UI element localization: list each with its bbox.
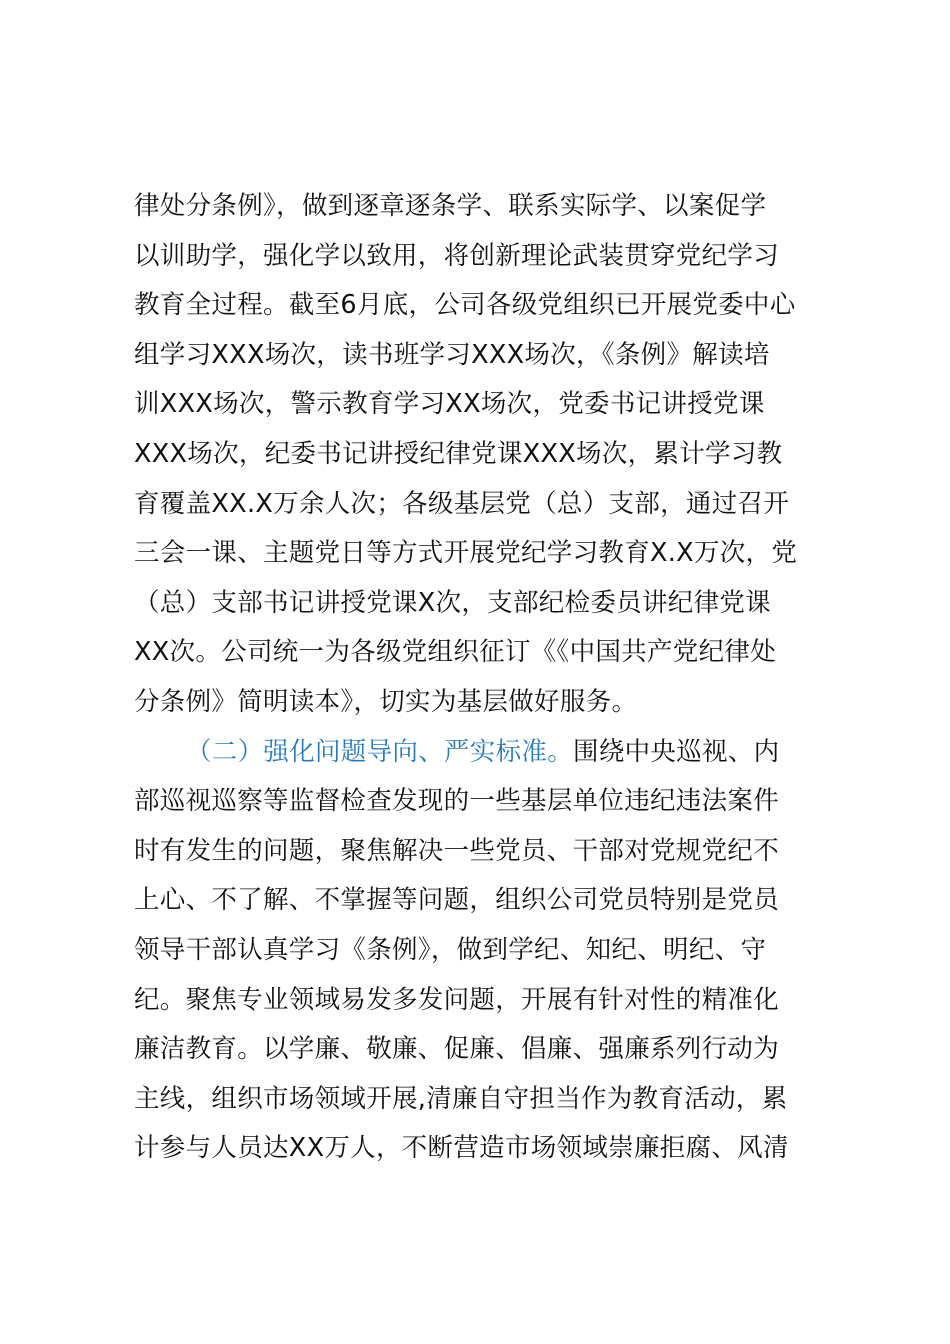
text-line: 分条例》简明读本》，切实为基层做好服务。 xyxy=(134,686,638,717)
text-line: 上心、不了解、不掌握等问题，组织公司党员特别是党员 xyxy=(134,885,780,916)
text-line: 领导干部认真学习《条例》，做到学纪、知纪、明纪、守 xyxy=(134,934,767,965)
section-heading: （二）强化问题导向、严实标准。 xyxy=(186,736,574,767)
text-line: 组学习XXX场次，读书班学习XXX场次，《条例》解读培 xyxy=(134,339,770,370)
heading-line-text: 围绕中央巡视、内 xyxy=(573,736,780,767)
text-line: 纪。聚焦专业领域易发多发问题，开展有针对性的精准化 xyxy=(134,984,780,1015)
text-line: 三会一课、主题党日等方式开展党纪学习教育X.X万次，党 xyxy=(134,538,798,569)
paragraph-problem-orientation xyxy=(134,728,854,1174)
text-line: 主线，组织市场领域开展,清廉自守担当作为教育活动，累 xyxy=(134,1083,788,1114)
text-line xyxy=(134,728,854,778)
document-body xyxy=(134,182,854,1174)
text-line: 教育全过程。截至6月底，公司各级党组织已开展党委中心 xyxy=(134,290,796,321)
paragraph-learning-summary xyxy=(134,182,854,728)
text-line: （总）支部书记讲授党课X次，支部纪检委员讲纪律党课 xyxy=(134,587,771,618)
text-line: 训XXX场次，警示教育学习XX场次，党委书记讲授党课 xyxy=(134,389,765,420)
text-line: 时有发生的问题，聚焦解决一些党员、干部对党规党纪不 xyxy=(134,835,780,866)
text-line: 部巡视巡察等监督检查发现的一些基层单位违纪违法案件 xyxy=(134,786,780,817)
text-line: 廉洁教育。以学廉、敬廉、促廉、倡廉、强廉系列行动为 xyxy=(134,1034,780,1065)
text-line: XX次。公司统一为各级党组织征订《《中国共产党纪律处 xyxy=(134,637,776,668)
text-line: 计参与人员达XX万人，不断营造市场领域崇廉拒腐、风清 xyxy=(134,1133,789,1164)
text-line: XXX场次，纪委书记讲授纪律党课XXX场次，累计学习教 xyxy=(134,438,783,469)
text-line: 育覆盖XX.X万余人次；各级基层党（总）支部，通过召开 xyxy=(134,488,790,519)
text-line: 以训助学，强化学以致用，将创新理论武装贯穿党纪学习 xyxy=(134,240,780,271)
text-line: 律处分条例》，做到逐章逐条学、联系实际学、以案促学 xyxy=(134,191,767,221)
